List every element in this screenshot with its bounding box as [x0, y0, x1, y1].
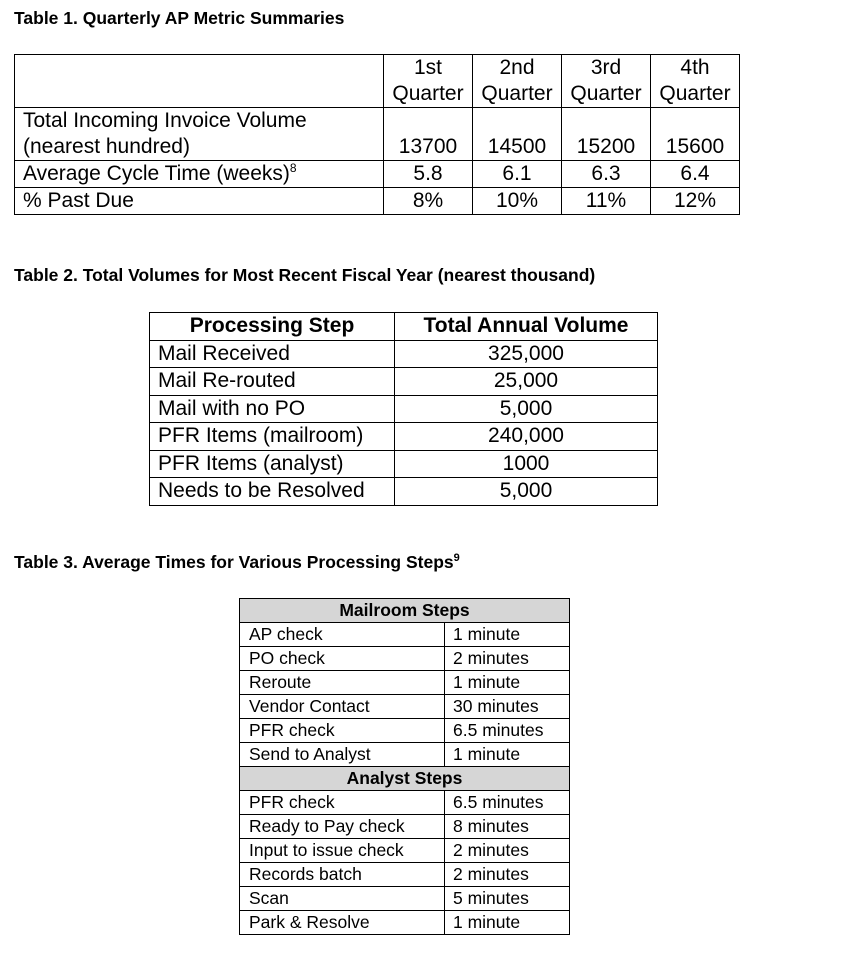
table-row: [150, 340, 658, 368]
volume-cell: 1000: [395, 450, 658, 478]
table-row: [240, 647, 570, 671]
step-cell: PO check: [240, 647, 445, 671]
time-cell: 1 minute: [445, 911, 570, 935]
step-cell: PFR check: [240, 791, 445, 815]
step-cell: Park & Resolve: [240, 911, 445, 935]
step-cell: Mail Received: [150, 340, 395, 368]
value-cell: 5.8: [384, 161, 473, 188]
value-cell: 15200: [562, 108, 651, 161]
table-row: [240, 791, 570, 815]
volume-cell: 240,000: [395, 423, 658, 451]
time-cell: 2 minutes: [445, 647, 570, 671]
step-cell: Records batch: [240, 863, 445, 887]
table-row: [240, 887, 570, 911]
time-cell: 1 minute: [445, 671, 570, 695]
table-row: [150, 450, 658, 478]
time-cell: 30 minutes: [445, 695, 570, 719]
step-cell: Mail Re-routed: [150, 368, 395, 396]
step-cell: Scan: [240, 887, 445, 911]
time-cell: 6.5 minutes: [445, 719, 570, 743]
section-header-row: [240, 767, 570, 791]
time-cell: 6.5 minutes: [445, 791, 570, 815]
table-row: [150, 423, 658, 451]
step-cell: PFR Items (mailroom): [150, 423, 395, 451]
value-cell: 6.3: [562, 161, 651, 188]
step-cell: AP check: [240, 623, 445, 647]
table2-caption: Table 2. Total Volumes for Most Recent Fiscal Year (nearest thousand): [14, 265, 596, 285]
table-row: [240, 719, 570, 743]
header-empty-cell: [15, 55, 384, 108]
time-cell: 2 minutes: [445, 863, 570, 887]
step-cell: Needs to be Resolved: [150, 478, 395, 506]
row-label-cycle-time: Average Cycle Time (weeks)$^8$: [15, 161, 384, 188]
table-row: [240, 623, 570, 647]
footnote-ref: 8: [289, 161, 297, 175]
time-cell: 8 minutes: [445, 815, 570, 839]
row-label-past-due: % Past Due: [15, 188, 384, 215]
time-cell: 1 minute: [445, 743, 570, 767]
value-cell: 10%: [473, 188, 562, 215]
row-label-invoice-volume: Total Incoming Invoice Volume (nearest hundred): [15, 108, 384, 161]
header-processing-step: Processing Step: [150, 313, 395, 341]
step-cell: Mail with no PO: [150, 395, 395, 423]
value-cell: 15600: [651, 108, 740, 161]
table-row: [150, 395, 658, 423]
annual-volumes-table: [149, 312, 658, 506]
value-cell: 6.4: [651, 161, 740, 188]
step-cell: Input to issue check: [240, 839, 445, 863]
processing-times-table: [239, 598, 570, 935]
table3-caption: Table 3. Average Times for Various Processing Steps$^9$: [14, 552, 460, 572]
time-cell: 2 minutes: [445, 839, 570, 863]
table-header-row: [15, 55, 740, 108]
step-cell: PFR check: [240, 719, 445, 743]
table-row: [240, 671, 570, 695]
table-row: [240, 743, 570, 767]
quarter-4-header: 4th Quarter: [651, 55, 740, 108]
table-header-row: [150, 313, 658, 341]
time-cell: 5 minutes: [445, 887, 570, 911]
volume-cell: 325,000: [395, 340, 658, 368]
time-cell: 1 minute: [445, 623, 570, 647]
table-row: [240, 695, 570, 719]
quarter-2-header: 2nd Quarter: [473, 55, 562, 108]
value-cell: 6.1: [473, 161, 562, 188]
table-row: [240, 839, 570, 863]
value-cell: 14500: [473, 108, 562, 161]
table-row: [240, 863, 570, 887]
table1-caption: Table 1. Quarterly AP Metric Summaries: [14, 8, 345, 28]
quarter-1-header: 1st Quarter: [384, 55, 473, 108]
quarter-3-header: 3rd Quarter: [562, 55, 651, 108]
volume-cell: 25,000: [395, 368, 658, 396]
volume-cell: 5,000: [395, 478, 658, 506]
volume-cell: 5,000: [395, 395, 658, 423]
table-row: [240, 911, 570, 935]
section-header-row: [240, 599, 570, 623]
table-row: [150, 478, 658, 506]
quarterly-ap-metrics-table: [14, 54, 740, 215]
step-cell: Ready to Pay check: [240, 815, 445, 839]
step-cell: Vendor Contact: [240, 695, 445, 719]
table-row: [150, 368, 658, 396]
footnote-ref: 9: [453, 552, 460, 565]
header-total-annual-volume: Total Annual Volume: [395, 313, 658, 341]
table-row: [15, 188, 740, 215]
step-cell: PFR Items (analyst): [150, 450, 395, 478]
section-header-analyst: Analyst Steps: [240, 767, 570, 791]
table-row: [15, 108, 740, 161]
value-cell: 13700: [384, 108, 473, 161]
table-row: [15, 161, 740, 188]
step-cell: Send to Analyst: [240, 743, 445, 767]
section-header-mailroom: Mailroom Steps: [240, 599, 570, 623]
step-cell: Reroute: [240, 671, 445, 695]
table-row: [240, 815, 570, 839]
value-cell: 12%: [651, 188, 740, 215]
value-cell: 11%: [562, 188, 651, 215]
value-cell: 8%: [384, 188, 473, 215]
